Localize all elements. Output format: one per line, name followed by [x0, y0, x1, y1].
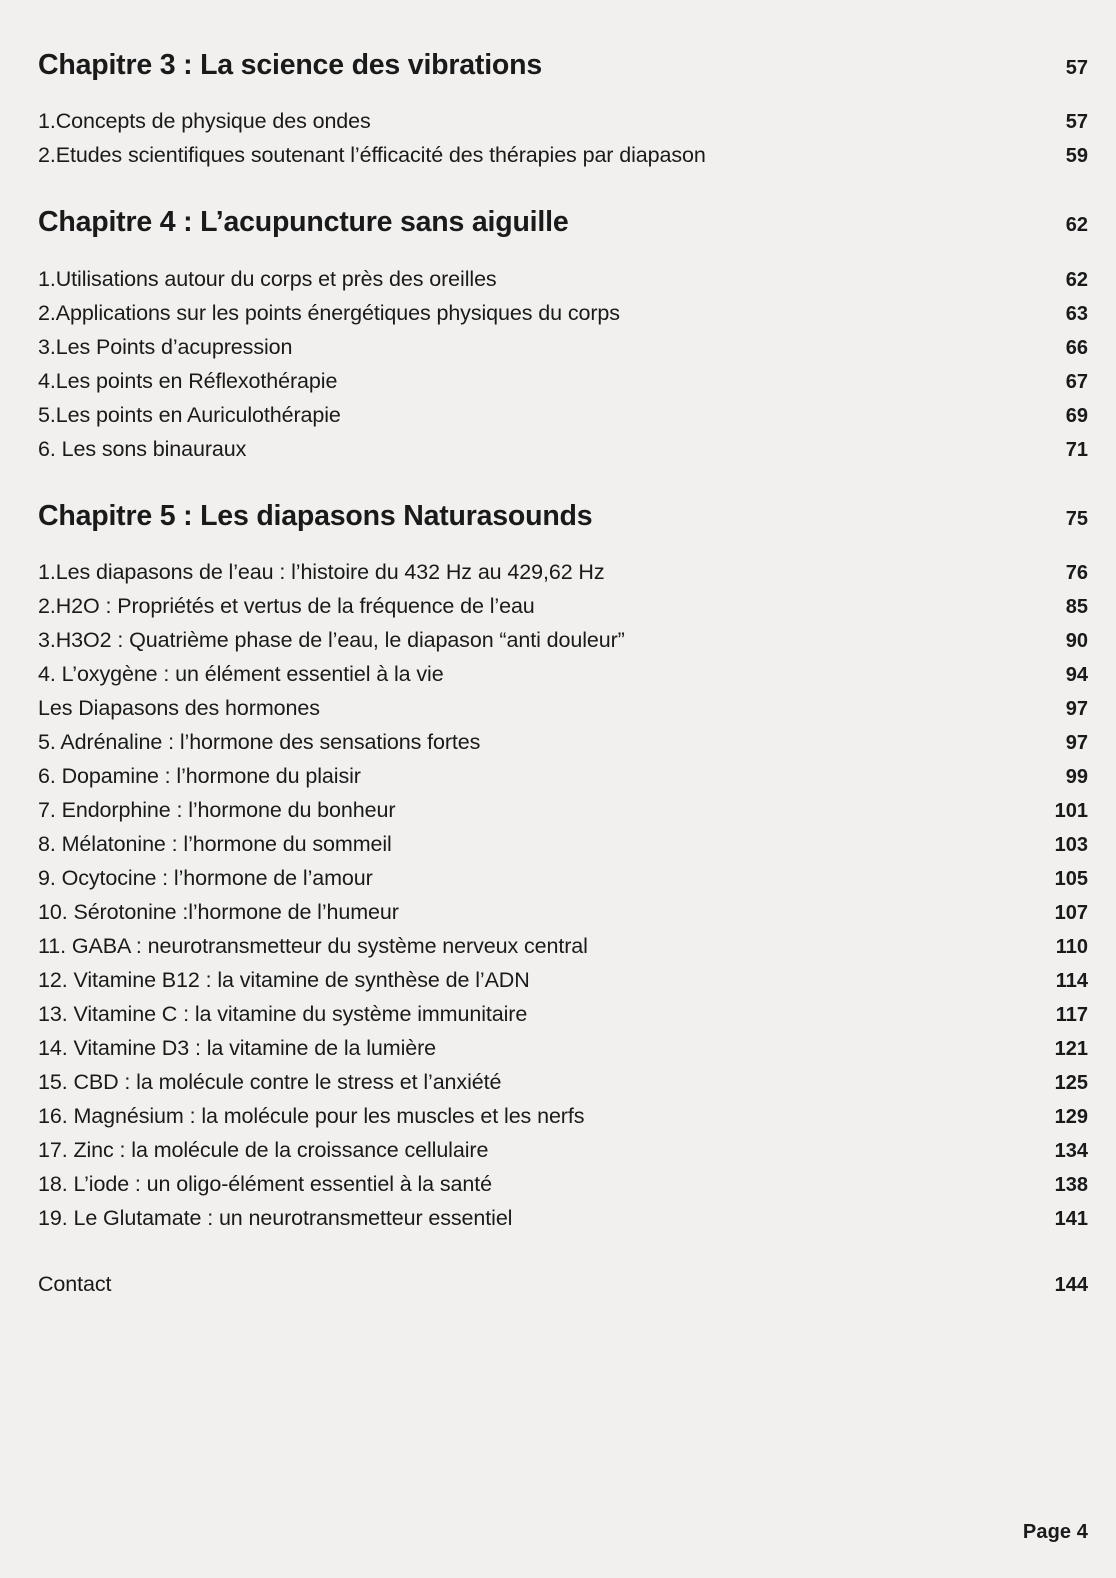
toc-entry-page-number: 85 — [1065, 596, 1088, 619]
toc-entry-label: 16. Magnésium : la molécule pour les muscles et les nerfs — [38, 1104, 585, 1129]
chapter-page-number: 57 — [1065, 57, 1088, 79]
toc-entry-page-number: 138 — [1054, 1174, 1088, 1197]
toc-entry[interactable] — [38, 725, 1088, 759]
toc-entry[interactable] — [38, 963, 1088, 997]
toc-entry-label: 19. Le Glutamate : un neurotransmetteur essentiel — [38, 1206, 513, 1231]
chapter-list — [38, 47, 1088, 1235]
chapter-section — [38, 204, 1088, 465]
toc-entry[interactable] — [38, 895, 1088, 929]
toc-entry-page-number: 105 — [1054, 868, 1088, 891]
toc-entry[interactable] — [38, 1099, 1088, 1133]
toc-entry-label: Les Diapasons des hormones — [38, 696, 320, 721]
toc-entry[interactable] — [38, 1201, 1088, 1235]
toc-entry-page-number: 101 — [1054, 800, 1088, 823]
toc-entry-label: 17. Zinc : la molécule de la croissance cellulaire — [38, 1138, 489, 1163]
toc-entry-label: 2.H2O : Propriétés et vertus de la fréquence de l’eau — [38, 594, 535, 619]
toc-entry-label: 5.Les points en Auriculothérapie — [38, 402, 341, 427]
toc-entry-page-number: 141 — [1054, 1208, 1088, 1231]
toc-entry-page-number: 62 — [1065, 268, 1088, 291]
toc-entry[interactable] — [38, 1167, 1088, 1201]
toc-entry[interactable] — [38, 759, 1088, 793]
toc-entry[interactable] — [38, 138, 1088, 172]
toc-entry[interactable] — [38, 623, 1088, 657]
toc-entry-page-number: 97 — [1065, 698, 1088, 721]
toc-entry-label: 8. Mélatonine : l’hormone du sommeil — [38, 832, 392, 857]
toc-entry[interactable] — [38, 861, 1088, 895]
toc-entry-page-number: 76 — [1065, 562, 1088, 585]
toc-entry-page-number: 134 — [1054, 1140, 1088, 1163]
toc-entry-label: 12. Vitamine B12 : la vitamine de synthèse de l’ADN — [38, 968, 530, 993]
toc-entry-page-number: 114 — [1055, 970, 1088, 993]
chapter-entry-list — [38, 104, 1088, 172]
chapter-title: Chapitre 3 : La science des vibrations — [38, 49, 542, 81]
toc-entry-label: 1.Les diapasons de l’eau : l’histoire du 432 Hz au 429,62 Hz — [38, 560, 605, 585]
page-footer: Page 4 — [1022, 1521, 1088, 1543]
toc-entry[interactable] — [38, 827, 1088, 861]
toc-entry[interactable] — [38, 1065, 1088, 1099]
toc-entry[interactable] — [38, 589, 1088, 623]
chapter-page-number: 62 — [1065, 214, 1088, 237]
toc-entry-page-number: 66 — [1065, 336, 1088, 359]
toc-entry-page-number: 107 — [1054, 902, 1088, 925]
toc-entry[interactable] — [38, 1133, 1088, 1167]
toc-entry-page-number: 110 — [1055, 936, 1088, 959]
chapter-entry-list — [38, 555, 1088, 1235]
toc-entry[interactable] — [38, 929, 1088, 963]
toc-entry-page-number: 121 — [1054, 1038, 1088, 1061]
toc-entry-page-number: 129 — [1054, 1106, 1088, 1129]
toc-entry-page-number: 59 — [1065, 145, 1088, 168]
table-of-contents — [38, 0, 1088, 1301]
toc-entry-page-number: 144 — [1054, 1274, 1088, 1297]
chapter-title: Chapitre 4 : L’acupuncture sans aiguille — [38, 206, 569, 239]
chapter-heading-row[interactable] — [38, 204, 1088, 240]
toc-entry-label: 3.H3O2 : Quatrième phase de l’eau, le diapason “anti douleur” — [38, 628, 625, 653]
toc-entry-page-number: 117 — [1055, 1004, 1088, 1027]
toc-entry-label: 1.Utilisations autour du corps et près des oreilles — [38, 266, 497, 291]
toc-entry[interactable] — [38, 555, 1088, 589]
toc-entry-label: 2.Etudes scientifiques soutenant l’éfficacité des thérapies par diapason — [38, 143, 706, 168]
toc-entry-label: 2.Applications sur les points énergétiques physiques du corps — [38, 300, 620, 325]
toc-entry-label: 7. Endorphine : l’hormone du bonheur — [38, 798, 396, 823]
toc-entry-page-number: 103 — [1054, 834, 1088, 857]
toc-entry-label: 6. Les sons binauraux — [38, 436, 247, 461]
toc-entry[interactable] — [38, 793, 1088, 827]
toc-entry-label: 14. Vitamine D3 : la vitamine de la lumière — [38, 1036, 437, 1061]
toc-entry-label: 1.Concepts de physique des ondes — [38, 109, 371, 134]
chapter-section — [38, 498, 1088, 1235]
toc-entry-label: 5. Adrénaline : l’hormone des sensations fortes — [38, 730, 481, 755]
toc-entry-page-number: 69 — [1065, 404, 1088, 427]
chapter-title: Chapitre 5 : Les diapasons Naturasounds — [38, 499, 593, 532]
toc-entry-label: 4.Les points en Réflexothérapie — [38, 368, 338, 393]
toc-entry-label: Contact — [38, 1272, 112, 1297]
toc-entry-label: 3.Les Points d’acupression — [38, 334, 293, 359]
toc-entry[interactable] — [38, 657, 1088, 691]
toc-entry-label: 6. Dopamine : l’hormone du plaisir — [38, 764, 361, 789]
trailing-entry-list — [38, 1267, 1088, 1301]
toc-entry[interactable] — [38, 997, 1088, 1031]
toc-entry-label: 10. Sérotonine :l’hormone de l’humeur — [38, 900, 399, 925]
toc-entry-label: 11. GABA : neurotransmetteur du système nerveux central — [38, 934, 588, 959]
chapter-heading-row[interactable] — [38, 47, 1088, 83]
toc-entry[interactable] — [38, 1031, 1088, 1065]
toc-entry-page-number: 97 — [1065, 732, 1088, 755]
toc-entry-label: 18. L’iode : un oligo-élément essentiel à la santé — [38, 1172, 492, 1197]
toc-entry[interactable] — [38, 364, 1088, 398]
toc-entry[interactable] — [38, 398, 1088, 432]
toc-entry-page-number: 99 — [1065, 766, 1088, 789]
toc-entry-page-number: 125 — [1054, 1072, 1088, 1095]
toc-entry-label: 15. CBD : la molécule contre le stress et l’anxiété — [38, 1070, 502, 1095]
toc-entry[interactable] — [38, 691, 1088, 725]
toc-entry-label: 4. L’oxygène : un élément essentiel à la vie — [38, 662, 444, 687]
toc-entry[interactable] — [38, 262, 1088, 296]
chapter-page-number: 75 — [1065, 507, 1088, 530]
toc-entry-page-number: 63 — [1065, 302, 1088, 325]
chapter-heading-row[interactable] — [38, 498, 1088, 534]
toc-entry-page-number: 90 — [1065, 630, 1088, 653]
toc-entry[interactable] — [38, 330, 1088, 364]
toc-entry[interactable] — [38, 104, 1088, 138]
toc-entry[interactable] — [38, 1267, 1088, 1301]
toc-entry-label: 13. Vitamine C : la vitamine du système immunitaire — [38, 1002, 528, 1027]
chapter-section — [38, 47, 1088, 172]
toc-entry-label: 9. Ocytocine : l’hormone de l’amour — [38, 866, 373, 891]
toc-entry-page-number: 71 — [1065, 438, 1088, 461]
toc-entry-page-number: 94 — [1065, 664, 1088, 687]
toc-entry[interactable] — [38, 432, 1088, 466]
toc-entry-page-number: 67 — [1065, 370, 1088, 393]
toc-entry-page-number: 57 — [1065, 111, 1088, 134]
chapter-entry-list — [38, 262, 1088, 466]
toc-entry[interactable] — [38, 296, 1088, 330]
